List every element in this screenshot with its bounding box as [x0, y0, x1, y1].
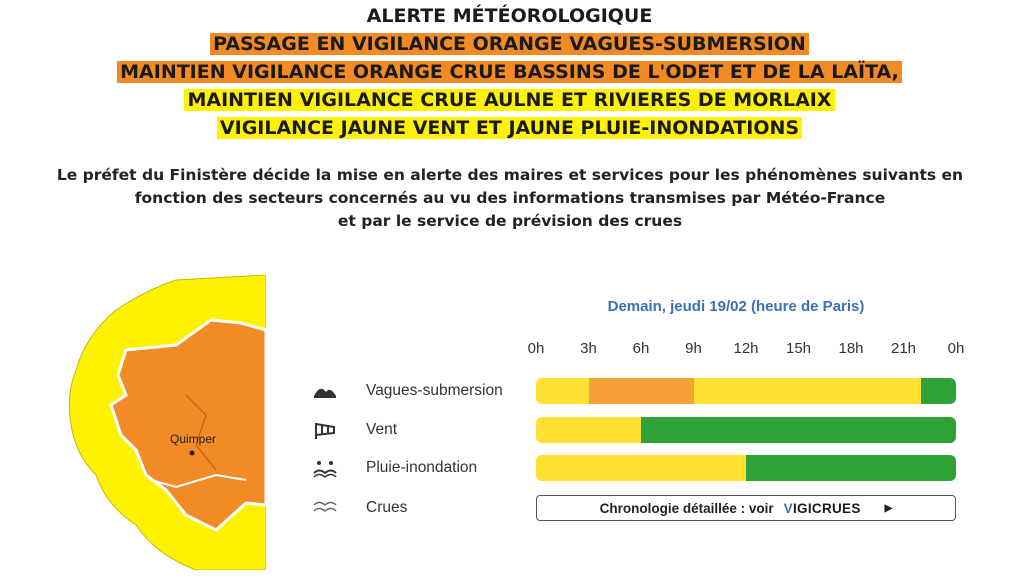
row-vent [300, 417, 1000, 445]
row-label: Vagues-submersion [366, 382, 503, 399]
link-text: Chronologie détaillée : voir [599, 500, 774, 516]
intro-line: et par le service de prévision des crues [337, 212, 683, 230]
timeline-segment-orange [589, 378, 694, 404]
hour-tick: 0h [527, 340, 545, 357]
hour-tick: 21h [890, 340, 917, 357]
timeline-segment-green [921, 378, 956, 404]
timeline-segment-yellow [536, 378, 589, 404]
header-title: ALERTE MÉTÉOROLOGIQUE [366, 5, 653, 27]
rain-flood-icon [312, 457, 338, 479]
row-label: Crues [366, 499, 408, 516]
header-orange-submersion: PASSAGE EN VIGILANCE ORANGE VAGUES-SUBMERSION [210, 33, 809, 55]
header-crue-aulne: MAINTIEN VIGILANCE CRUE AULNE ET RIVIERES DE MORLAIX [184, 89, 834, 111]
hour-tick: 0h [947, 340, 965, 357]
row-pluie-inondation [300, 455, 1000, 483]
alert-header [0, 2, 1019, 142]
hour-tick: 15h [785, 340, 812, 357]
row-vagues-submersion [300, 378, 1000, 406]
timeline-segment-green [746, 455, 956, 481]
row-label: Pluie-inondation [366, 459, 478, 476]
waves-submersion-icon [312, 380, 338, 402]
hour-tick: 12h [733, 340, 759, 357]
timeline-segment-yellow [536, 455, 746, 481]
forecast-panel [300, 290, 1000, 530]
floods-icon [312, 497, 338, 519]
header-orange-crue: MAINTIEN VIGILANCE ORANGE CRUE BASSINS DE L'ODET ET DE LA LAÏTA, [117, 61, 902, 83]
timeline-bar [536, 455, 956, 481]
hour-tick: 18h [838, 340, 864, 357]
vigicrues-link[interactable] [536, 495, 956, 521]
hour-tick: 6h [632, 340, 650, 357]
intro-paragraph [20, 164, 1000, 233]
timeline-segment-yellow [694, 378, 922, 404]
hour-tick: 9h [685, 340, 702, 357]
forecast-title: Demain, jeudi 19/02 (heure de Paris) [607, 298, 865, 315]
row-label: Vent [366, 421, 398, 438]
intro-line: fonction des secteurs concernés au vu des informations transmises par Météo-France [134, 189, 886, 207]
intro-line: Le préfet du Finistère décide la mise en alerte des maires et services pour les phénomènes suivants en [56, 166, 964, 184]
quimper-marker [190, 451, 195, 456]
map-city-label: Quimper [170, 432, 217, 446]
timeline-segment-green [641, 417, 956, 443]
hour-tick: 3h [580, 340, 597, 357]
vigicrues-logo: VIGICRUES [783, 500, 861, 516]
vigilance-map [66, 275, 266, 570]
timeline-segment-yellow [536, 417, 641, 443]
row-crues [300, 495, 1000, 523]
header-yellow-wind-rain: VIGILANCE JAUNE VENT ET JAUNE PLUIE-INONDATIONS [217, 117, 802, 139]
wind-icon [312, 419, 338, 441]
timeline-bar [536, 417, 956, 443]
play-arrow-icon: ▶ [884, 502, 893, 514]
timeline-bar [536, 378, 956, 404]
hour-axis [527, 340, 965, 360]
